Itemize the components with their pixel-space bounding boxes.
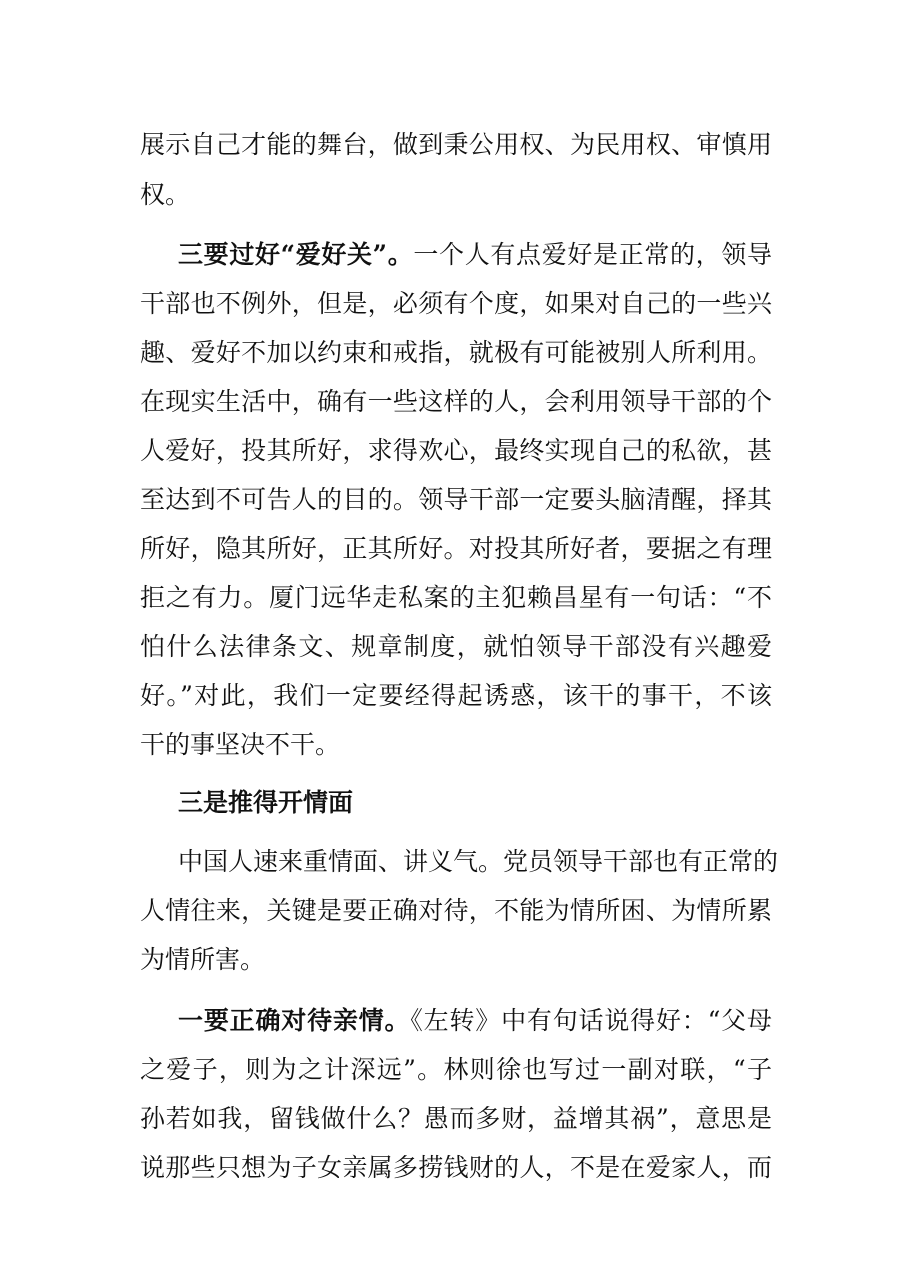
text-line: 好。”对此，我们一定要经得起诱惑，该干的事干，不该: [140, 681, 772, 710]
text-line: 所好，隐其所好，正其所好。对投其所好者，要据之有理: [140, 534, 772, 563]
text-line: 人情往来，关键是要正确对待，不能为情所困、为情所累: [140, 896, 772, 925]
text-line: 干的事坚决不干。: [140, 730, 341, 759]
paragraph-heading: 三要过好“爱好关”。: [178, 240, 414, 269]
text-line: 孙若如我，留钱做什么？愚而多财，益增其祸”，意思是: [140, 1104, 772, 1133]
text-line: 之爱子，则为之计深远”。林则徐也写过一副对联，“子: [140, 1055, 772, 1084]
text-run: 一个人有点爱好是正常的，领导: [413, 240, 772, 269]
text-line: 在现实生活中，确有一些这样的人，会利用领导干部的个: [140, 387, 772, 416]
text-line: 干部也不例外，但是，必须有个度，如果对自己的一些兴: [140, 289, 772, 318]
text-line: 怕什么法律条文、规章制度，就怕领导干部没有兴趣爱: [140, 632, 772, 661]
paragraph-first-line: [178, 1003, 772, 1039]
text-line: 至达到不可告人的目的。领导干部一定要头脑清醒，择其: [140, 485, 772, 514]
text-line: 说那些只想为子女亲属多捞钱财的人，不是在爱家人，而: [140, 1153, 772, 1182]
text-line: 权。: [140, 180, 191, 209]
text-line: 趣、爱好不加以约束和戒指，就极有可能被别人所利用。: [140, 338, 772, 367]
paragraph-heading: 一要正确对待亲情。: [178, 1006, 411, 1035]
text-run: 《左转》中有句话说得好：“父母: [410, 1006, 772, 1035]
section-title: 三是推得开情面: [178, 788, 354, 817]
text-line: 中国人速来重情面、讲义气。党员领导干部也有正常的: [178, 847, 779, 876]
text-line: 为情所害。: [140, 945, 266, 974]
text-line: 展示自己才能的舞台，做到秉公用权、为民用权、审慎用: [140, 130, 772, 159]
text-line: 拒之有力。厦门远华走私案的主犯赖昌星有一句话：“不: [140, 583, 772, 612]
text-line: 人爱好，投其所好，求得欢心，最终实现自己的私欲，甚: [140, 436, 772, 465]
paragraph-first-line: [178, 237, 772, 273]
